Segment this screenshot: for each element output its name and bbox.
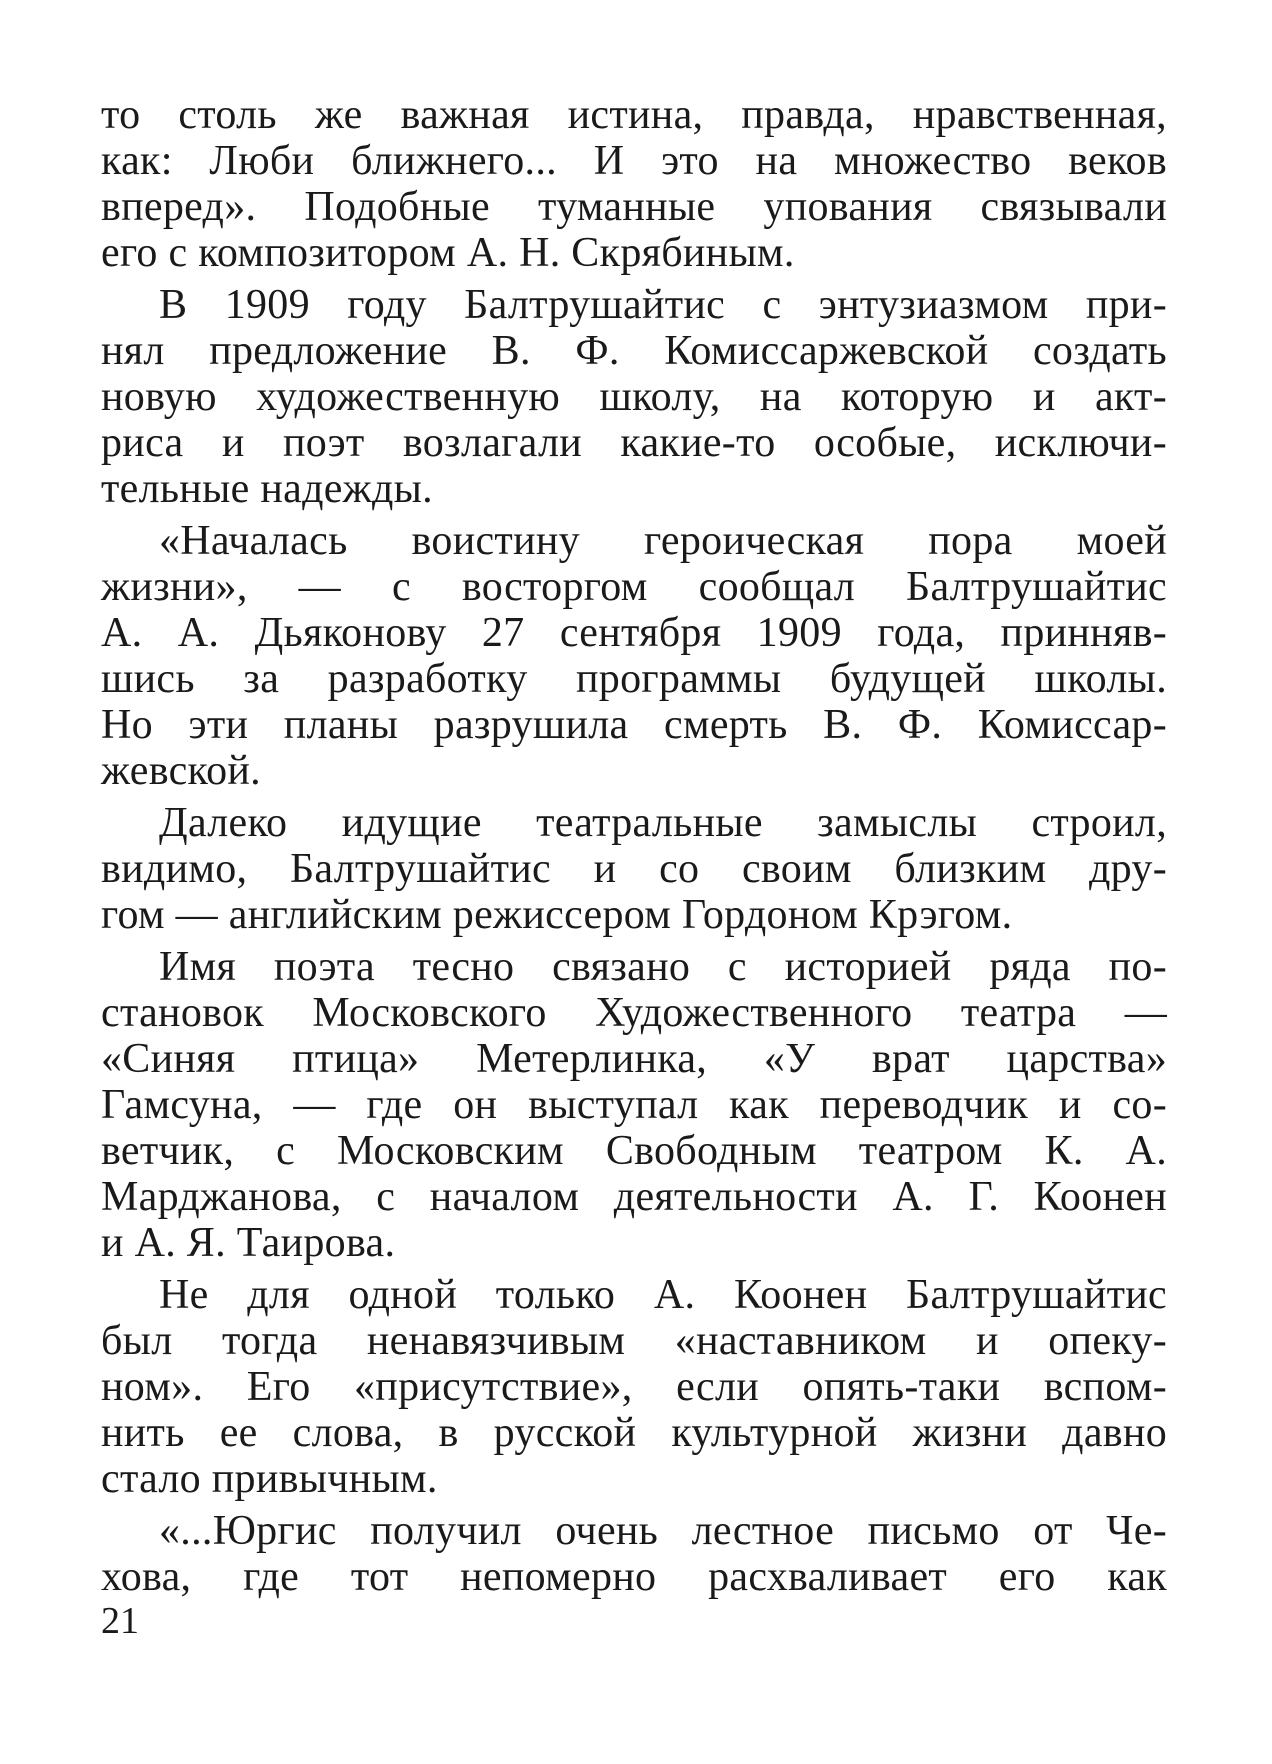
text-line: Имя поэта тесно связано с историей ряда по- — [159, 944, 1167, 990]
text-line: был тогда ненавязчивым «наставником и опеку- — [101, 1318, 1167, 1364]
text-line: и А. Я. Таирова. — [101, 1220, 396, 1266]
text-line: новую художественную школу, на которую и акт- — [101, 374, 1167, 420]
paragraph-2 — [101, 282, 1167, 512]
text-line: жизни», — с восторгом сообщал Балтрушайтис — [101, 564, 1167, 610]
text-line: А. А. Дьяконову 27 сентября 1909 года, принняв- — [101, 610, 1167, 656]
text-line: Но эти планы разрушила смерть В. Ф. Комиссар- — [101, 702, 1167, 748]
text-line: ном». Его «присутствие», если опять-таки вспом- — [101, 1364, 1167, 1410]
text-line: шись за разработку программы будущей школы. — [101, 656, 1167, 702]
text-line: вперед». Подобные туманные упования связывали — [101, 184, 1167, 230]
paragraph-7 — [101, 1508, 1167, 1600]
text-line: Не для одной только А. Коонен Балтрушайтис — [159, 1272, 1167, 1318]
text-line: риса и поэт возлагали какие-то особые, исключи- — [101, 420, 1167, 466]
text-line: стало привычным. — [101, 1456, 438, 1502]
page-number: 21 — [101, 1600, 139, 1642]
paragraph-3 — [101, 518, 1167, 794]
text-line: тельные надежды. — [101, 466, 433, 512]
text-line: жевской. — [101, 748, 261, 794]
text-line: нить ее слова, в русской культурной жизни давно — [101, 1410, 1167, 1456]
text-line: «Синяя птица» Метерлинка, «У врат царства» — [101, 1036, 1167, 1082]
text-line: Марджанова, с началом деятельности А. Г. Коонен — [101, 1174, 1167, 1220]
page-body — [101, 92, 1167, 1606]
paragraph-5 — [101, 944, 1167, 1266]
text-line: хова, где тот непомерно расхваливает его как — [101, 1554, 1167, 1600]
text-line: видимо, Балтрушайтис и со своим близким дру- — [101, 846, 1167, 892]
text-line: гом — английским режиссером Гордоном Крэгом. — [101, 892, 1013, 938]
text-line: ветчик, с Московским Свободным театром К. А. — [101, 1128, 1167, 1174]
text-line: В 1909 году Балтрушайтис с энтузиазмом при- — [159, 282, 1167, 328]
text-line: Гамсуна, — где он выступал как переводчик и со- — [101, 1082, 1167, 1128]
text-line: нял предложение В. Ф. Комиссаржевской создать — [101, 328, 1167, 374]
text-line: его с композитором А. Н. Скрябиным. — [101, 230, 795, 276]
text-line: «...Юргис получил очень лестное письмо от Че- — [159, 1508, 1167, 1554]
text-line: то столь же важная истина, правда, нравственная, — [101, 92, 1167, 138]
text-line: становок Московского Художественного театра — — [101, 990, 1167, 1036]
text-line: «Началась воистину героическая пора моей — [159, 518, 1167, 564]
text-line: как: Люби ближнего... И это на множество веков — [101, 138, 1167, 184]
text-line: Далеко идущие театральные замыслы строил, — [159, 800, 1167, 846]
paragraph-1 — [101, 92, 1167, 276]
paragraph-6 — [101, 1272, 1167, 1502]
paragraph-4 — [101, 800, 1167, 938]
